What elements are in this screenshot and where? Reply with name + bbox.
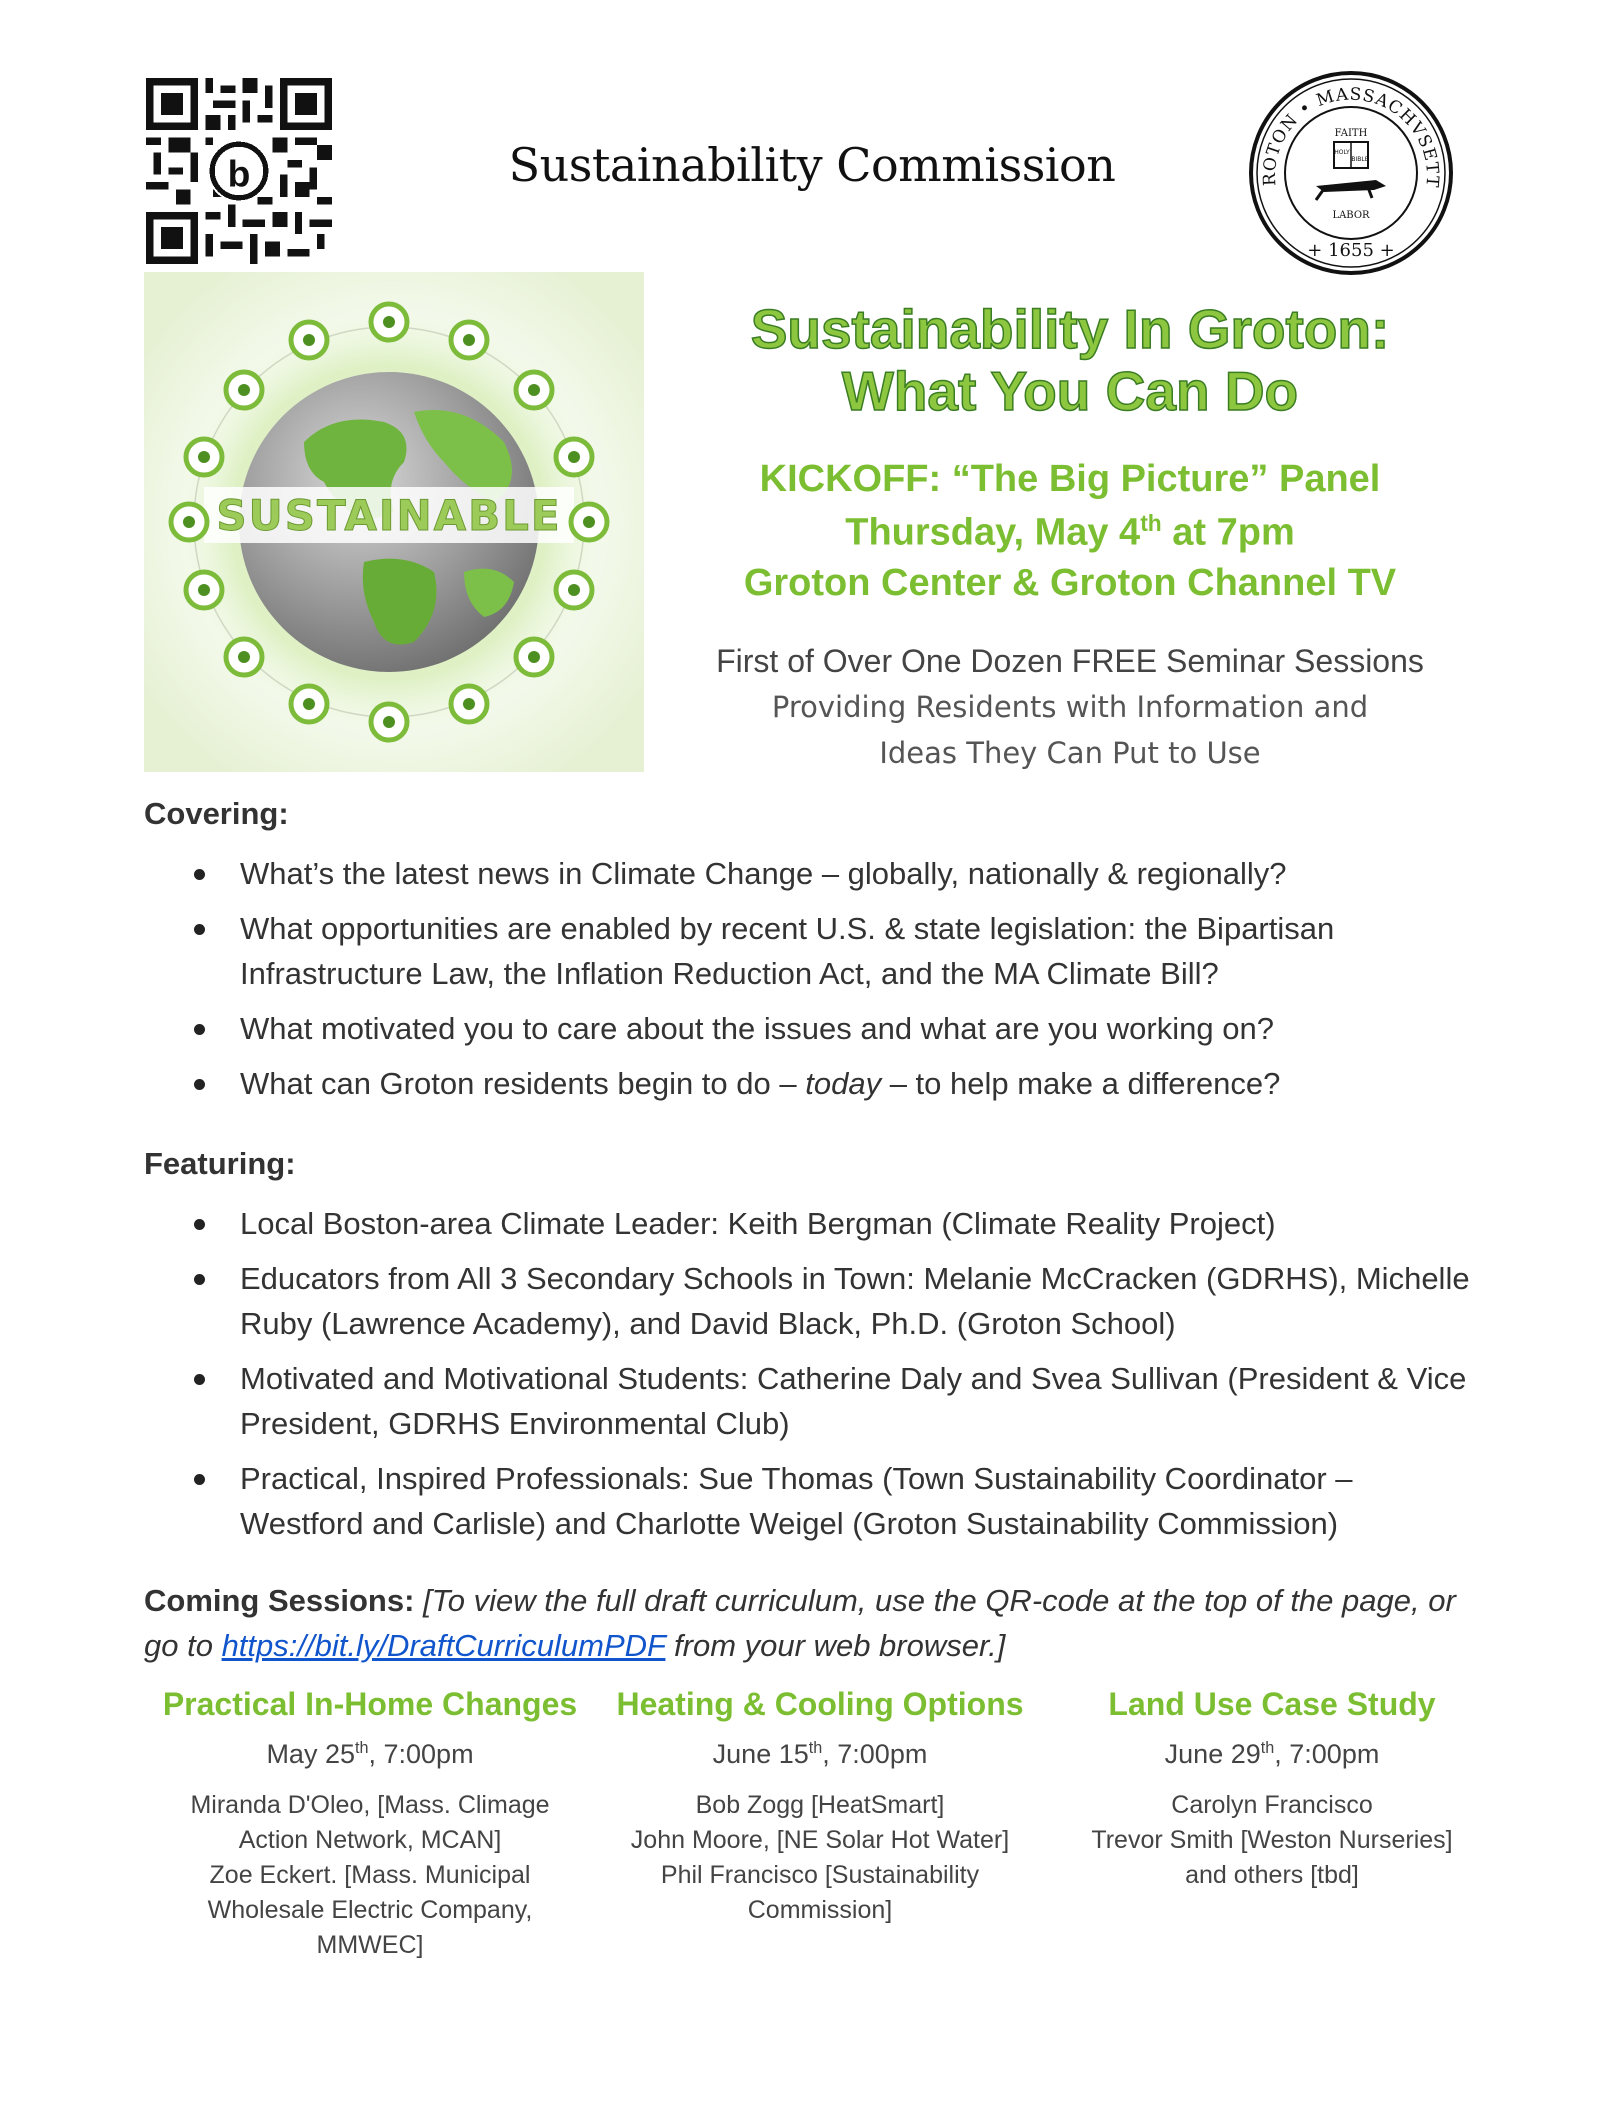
event-title-line-2: What You Can Do [841,360,1299,422]
speaker-line: Bob Zogg [HeatSmart] [695,1791,945,1819]
session-date-text: June 15 [712,1739,809,1769]
speaker-line: Phil Francisco [Sustainability [660,1861,980,1889]
session-column [160,1686,580,1963]
kickoff-date-suffix: th [1140,510,1162,536]
speaker-line: Trevor Smith [Weston Nurseries] [1091,1826,1453,1854]
session-speakers [1062,1788,1482,1893]
session-time: , 7:00pm [822,1739,928,1769]
session-date [610,1739,1030,1770]
speaker-line: John Moore, [NE Solar Hot Water] [630,1826,1010,1854]
session-date-suffix: th [808,1739,823,1757]
kickoff-date [690,510,1450,555]
list-item: Practical, Inspired Professionals: Sue Thomas (Town Sustainability Coordinator – Westford and Carlisle) and Charlotte Weigel (Groton Sustainability Commission) [144,1456,1484,1546]
coming-sessions-instructions: [To view the full draft curriculum, use the QR-code at the top of the page, or go to [144,1583,1456,1663]
speaker-line: Carolyn Francisco [1171,1791,1373,1819]
svg-text:b: b [227,152,251,195]
speaker-line: Zoe Eckert. [Mass. Municipal [209,1861,531,1889]
featuring-list [144,1201,1484,1556]
svg-text:HOLY: HOLY [1334,149,1350,156]
coming-sessions-label: Coming Sessions: [144,1583,415,1618]
speaker-line: Miranda D'Oleo, [Mass. Climage [190,1791,550,1819]
series-description-line-1: Providing Residents with Information and [771,690,1369,724]
event-title [690,298,1450,422]
qr-code-icon[interactable] [146,78,332,264]
kickoff-time: at 7pm [1161,511,1295,554]
speaker-line: and others [tbd] [1185,1861,1359,1889]
list-item: Local Boston-area Climate Leader: Keith Bergman (Climate Reality Project) [144,1201,1484,1246]
svg-text:LABOR: LABOR [1332,210,1370,221]
speaker-line: Action Network, MCAN] [238,1826,502,1854]
event-title-line-1: Sustainability In Groton: [750,298,1390,360]
session-title: Heating & Cooling Options [616,1686,1024,1722]
speaker-line: Wholesale Electric Company, [207,1896,533,1924]
page-header-title: Sustainability Commission [508,138,1116,192]
session-speakers [160,1788,580,1963]
kickoff-location: Groton Center & Groton Channel TV [743,562,1397,604]
session-speakers [610,1788,1030,1928]
series-description-line-2: Ideas They Can Put to Use [879,736,1261,770]
speaker-line: Commission] [747,1896,893,1924]
list-item: Motivated and Motivational Students: Catherine Daly and Svea Sullivan (President & Vice President, GDRHS Environmental Club) [144,1356,1484,1446]
session-time: , 7:00pm [1274,1739,1380,1769]
kickoff-date-text: Thursday, May 4 [845,511,1141,554]
coming-sessions-note [144,1578,1484,1668]
list-item-text: – to help make a difference? [881,1066,1281,1101]
list-item: What motivated you to care about the issues and what are you working on? [144,1006,1484,1051]
covering-list [144,851,1484,1116]
session-date-suffix: th [354,1739,369,1757]
session-column [610,1686,1030,1928]
session-date-text: June 29 [1164,1739,1261,1769]
list-item: What opportunities are enabled by recent U.S. & state legislation: the Bipartisan Infrastructure Law, the Inflation Reduction Act, and the MA Climate Bill? [144,906,1484,996]
coming-sessions-instructions-end: from your web browser.] [665,1628,1006,1663]
list-item-text: What can Groton residents begin to do – [240,1066,806,1101]
svg-text:BIBLE: BIBLE [1351,156,1369,163]
session-date [160,1739,580,1770]
town-seal-icon [1246,68,1456,278]
list-item: What’s the latest news in Climate Change – globally, nationally & regionally? [144,851,1484,896]
session-date [1062,1739,1482,1770]
session-title: Land Use Case Study [1108,1686,1436,1722]
list-item: Educators from All 3 Secondary Schools in Town: Melanie McCracken (GDRHS), Michelle Ruby (Lawrence Academy), and David Black, Ph.D. (Groton School) [144,1256,1484,1346]
svg-text:+ 1655 +: + 1655 + [1307,240,1395,261]
session-column [1062,1686,1482,1893]
kickoff-panel-name: KICKOFF: “The Big Picture” Panel [759,458,1381,500]
session-title: Practical In-Home Changes [162,1686,578,1722]
covering-heading: Covering: [144,796,289,831]
session-date-text: May 25 [266,1739,355,1769]
session-time: , 7:00pm [368,1739,474,1769]
svg-text:SUSTAINABLE: SUSTAINABLE [216,491,562,540]
list-item [144,1061,1484,1106]
series-summary: First of Over One Dozen FREE Seminar Sessions [716,643,1424,679]
svg-text:GROTON • MASSACHVSETTS: ROTON • MASSACHVSETT [1259,84,1443,189]
session-date-suffix: th [1260,1739,1275,1757]
curriculum-link[interactable]: https://bit.ly/DraftCurriculumPDF [221,1628,666,1663]
svg-text:FAITH: FAITH [1334,128,1368,139]
list-item-emphasis: today [805,1066,882,1101]
sustainable-globe-icon [144,272,644,772]
featuring-heading: Featuring: [144,1146,296,1181]
speaker-line: MMWEC] [316,1931,424,1959]
